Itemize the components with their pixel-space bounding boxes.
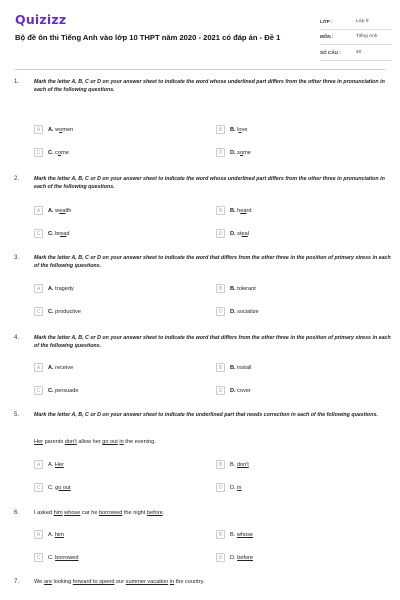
question-number: 4. bbox=[14, 335, 20, 341]
option-letter-box: A bbox=[34, 530, 43, 539]
question-prompt: Mark the letter A, B, C or D on your answer sheet to indicate the word whose underlined part differs from the other three in pronunciation in each of the following questions. bbox=[34, 176, 385, 190]
question-number: 5. bbox=[14, 412, 20, 418]
question-number: 1. bbox=[14, 79, 20, 85]
question-number: 7. bbox=[14, 579, 20, 585]
option-text: D. before bbox=[230, 554, 254, 561]
option-text: A. him bbox=[48, 531, 64, 538]
answer-option-a[interactable] bbox=[34, 530, 64, 539]
option-letter-box: B bbox=[216, 125, 225, 134]
option-text: C. productive bbox=[48, 308, 81, 315]
answer-option-a[interactable] bbox=[34, 460, 64, 469]
answer-option-a[interactable] bbox=[34, 206, 71, 215]
answer-option-b[interactable] bbox=[216, 125, 247, 134]
option-letter-box: C bbox=[34, 386, 43, 395]
option-text: B. tolerant bbox=[230, 285, 256, 292]
question-number: 6. bbox=[14, 510, 20, 516]
option-letter-box: D bbox=[216, 386, 225, 395]
option-letter-box: D bbox=[216, 148, 225, 157]
option-text: B. heard bbox=[230, 207, 252, 214]
option-text: D. socialize bbox=[230, 308, 259, 315]
question-sentence: Her parents don't allow her go out in the evening. bbox=[34, 439, 156, 445]
option-text: D. in bbox=[230, 484, 242, 491]
question-sentence: We are looking forward to spend our summer vacation in the country. bbox=[34, 579, 205, 585]
answer-option-a[interactable] bbox=[34, 284, 74, 293]
option-letter-box: B bbox=[216, 363, 225, 372]
option-text: C. persuade bbox=[48, 387, 79, 394]
answer-option-c[interactable] bbox=[34, 148, 69, 157]
option-text: D. cover bbox=[230, 387, 251, 394]
option-letter-box: C bbox=[34, 229, 43, 238]
option-text: B. love bbox=[230, 126, 248, 133]
answer-option-b[interactable] bbox=[216, 206, 252, 215]
answer-option-b[interactable] bbox=[216, 363, 251, 372]
question-number: 3. bbox=[14, 255, 20, 261]
question-number: 2. bbox=[14, 176, 20, 182]
answer-option-d[interactable] bbox=[216, 483, 242, 492]
option-text: B. install bbox=[230, 364, 252, 371]
answer-option-c[interactable] bbox=[34, 386, 78, 395]
meta-key: MÔN : bbox=[320, 34, 334, 40]
option-letter-box: C bbox=[34, 553, 43, 562]
option-text: C. come bbox=[48, 149, 69, 156]
option-text: C. borrowed bbox=[48, 554, 79, 561]
option-text: A. women bbox=[48, 126, 74, 133]
answer-option-a[interactable] bbox=[34, 125, 73, 134]
meta-value: 40 bbox=[356, 49, 362, 55]
header-divider bbox=[15, 69, 385, 70]
option-letter-box: B bbox=[216, 206, 225, 215]
option-letter-box: C bbox=[34, 148, 43, 157]
answer-option-d[interactable] bbox=[216, 229, 249, 238]
option-text: B. whose bbox=[230, 531, 254, 538]
meta-row-count bbox=[320, 45, 392, 61]
answer-option-d[interactable] bbox=[216, 307, 259, 316]
answer-option-c[interactable] bbox=[34, 553, 78, 562]
option-letter-box: D bbox=[216, 307, 225, 316]
option-letter-box: B bbox=[216, 530, 225, 539]
answer-option-b[interactable] bbox=[216, 530, 253, 539]
meta-value: Tiếng Anh bbox=[356, 34, 378, 40]
option-text: A. receive bbox=[48, 364, 74, 371]
quizizz-logo: Quizizz bbox=[15, 12, 67, 27]
option-letter-box: A bbox=[34, 363, 43, 372]
option-letter-box: D bbox=[216, 553, 225, 562]
option-letter-box: A bbox=[34, 206, 43, 215]
option-letter-box: C bbox=[34, 307, 43, 316]
answer-option-c[interactable] bbox=[34, 229, 70, 238]
answer-option-d[interactable] bbox=[216, 148, 251, 157]
option-text: A. tragedy bbox=[48, 285, 74, 292]
meta-value: Lớp 9 bbox=[356, 18, 369, 24]
answer-option-b[interactable] bbox=[216, 460, 249, 469]
option-text: A. Her bbox=[48, 461, 64, 468]
option-letter-box: D bbox=[216, 483, 225, 492]
option-letter-box: A bbox=[34, 284, 43, 293]
question-prompt: Mark the letter A, B, C or D on your answer sheet to indicate the word that differs from the other three in the position of primary stress in each of the following questions. bbox=[34, 255, 391, 269]
question-sentence: I asked him whose car he borrowed the night before. bbox=[34, 510, 165, 516]
option-text: A. wealth bbox=[48, 207, 72, 214]
option-text: B. don't bbox=[230, 461, 249, 468]
option-letter-box: A bbox=[34, 125, 43, 134]
option-letter-box: D bbox=[216, 229, 225, 238]
question-prompt: Mark the letter A, B, C or D on your answer sheet to indicate the word whose underlined part differs from the other three in pronunciation in each of the following questions. bbox=[34, 79, 385, 93]
option-text: C. bread bbox=[48, 230, 70, 237]
meta-row-class bbox=[320, 14, 392, 30]
answer-option-b[interactable] bbox=[216, 284, 256, 293]
meta-key: LỚP : bbox=[320, 18, 333, 24]
answer-option-c[interactable] bbox=[34, 483, 71, 492]
worksheet-meta bbox=[320, 14, 392, 61]
option-letter-box: C bbox=[34, 483, 43, 492]
option-text: C. go out bbox=[48, 484, 71, 491]
answer-option-d[interactable] bbox=[216, 553, 253, 562]
answer-option-c[interactable] bbox=[34, 307, 81, 316]
option-text: D. steal bbox=[230, 230, 249, 237]
option-letter-box: A bbox=[34, 460, 43, 469]
option-letter-box: B bbox=[216, 284, 225, 293]
answer-option-d[interactable] bbox=[216, 386, 251, 395]
meta-row-subject bbox=[320, 30, 392, 46]
page-title: Bộ đề ôn thi Tiếng Anh vào lớp 10 THPT năm 2020 - 2021 có đáp án - Đề 1 bbox=[15, 33, 281, 42]
meta-key: SỐ CÂU : bbox=[320, 49, 341, 55]
option-text: D. some bbox=[230, 149, 251, 156]
question-prompt: Mark the letter A, B, C or D on your answer sheet to indicate the word that differs from the other three in the position of primary stress in each of the following questions. bbox=[34, 335, 391, 349]
option-letter-box: B bbox=[216, 460, 225, 469]
question-prompt: Mark the letter A, B, C or D on your answer sheet to indicate the underlined part that needs correction in each of the following questions. bbox=[34, 412, 378, 418]
answer-option-a[interactable] bbox=[34, 363, 73, 372]
